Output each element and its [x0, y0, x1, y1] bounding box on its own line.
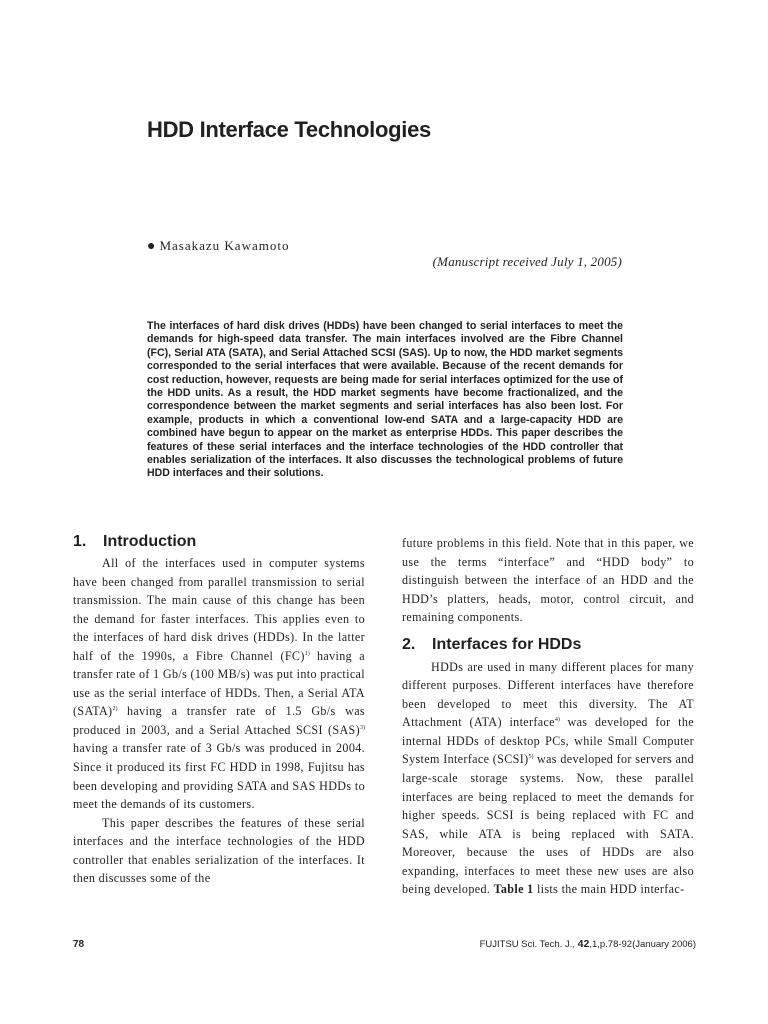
- section-2-paragraph-1: [402, 658, 694, 899]
- reference-1: 1): [304, 650, 310, 657]
- section-2-number: 2.: [402, 635, 416, 653]
- left-column: [73, 530, 365, 888]
- text-run: having a transfer rate of 3 Gb/s was produced in 2004. Since it produced its first FC HDD in 1998, Fujitsu has been developing and providing SATA and SAS HDDs to meet the demands of its customers.: [73, 741, 365, 812]
- journal-issue-pages: ,1,p.78-92(January 2006): [589, 939, 696, 950]
- paper-title: HDD Interface Technologies: [147, 117, 431, 142]
- reference-2: 2): [112, 706, 118, 713]
- abstract: The interfaces of hard disk drives (HDDs) have been changed to serial interfaces to meet the demands for high-speed data transfer. The main interfaces involved are the Fibre Channel (FC), Serial ATA (SATA), and Serial Attached SCSI (SAS). Up to now, the HDD market segments corresponded to the serial interfaces that were available. Because of the recent demands for cost reduction, however, requests are being made for serial interfaces optimized for the use of the HDD units. As a result, the HDD market segments have become fractionalized, and the correspondence between the market segments and serial interfaces has also been lost. For example, products in which a conventional low-end SATA and a large-capacity HDD are combined have begun to appear on the market as enterprise HDDs. This paper describes the features of these serial interfaces and the interface technologies of the HDD controller that enables serialization of the interfaces. It also discusses the technological problems of future HDD interfaces and their solutions.: [147, 320, 623, 480]
- text-run: was developed for the internal HDDs of desktop PCs, while Small Computer System Interface (SCSI): [402, 715, 694, 767]
- section-1-paragraph-2: This paper describes the features of these serial interfaces and the interface technologies of the HDD controller that enables serialization of the interfaces. It then discusses some of the: [73, 815, 365, 886]
- journal-citation: [440, 937, 696, 952]
- reference-3: 3): [360, 724, 365, 731]
- journal-volume: 42: [577, 938, 590, 950]
- author-name: Masakazu Kawamoto: [159, 238, 290, 253]
- text-run: having a transfer rate of 1 Gb/s (100 MB/s) was put into practical use as the serial interface of HDDs. Then, a Serial ATA (SATA): [73, 648, 365, 719]
- right-column: [402, 534, 694, 899]
- section-2-title: Interfaces for HDDs: [432, 635, 582, 653]
- section-1-paragraph-1: [73, 554, 365, 814]
- section-1-title: Introduction: [103, 533, 197, 550]
- text-run: lists the main HDD interfac-: [533, 882, 685, 897]
- reference-5: 5): [528, 754, 534, 761]
- section-1-paragraph-2-continued: future problems in this field. Note that in this paper, we use the terms “interface” and “HDD body” to distinguish between the interface of an HDD and the HDD’s platters, heads, motor, control circuit, and remaining components.: [402, 536, 694, 625]
- text-run: having a transfer rate of 1.5 Gb/s was produced in 2003, and a Serial Attached SCSI (SAS): [73, 704, 365, 737]
- section-2-heading: [402, 633, 694, 657]
- page-number: 78: [73, 939, 85, 950]
- section-1-number: 1.: [73, 533, 87, 550]
- section-1-heading: [73, 530, 365, 554]
- table-1-reference: Table 1: [493, 882, 534, 897]
- journal-name: FUJITSU Sci. Tech. J.,: [479, 939, 578, 950]
- reference-4: 4): [554, 717, 560, 724]
- author-bullet-icon: ●: [147, 239, 156, 254]
- text-run: HDDs are used in many different places for many different purposes. Different interfaces have therefore been developed to meet this diversity. The AT Attachment (ATA) interface: [402, 659, 694, 730]
- text-run: All of the interfaces used in computer systems have been changed from parallel transmission to serial transmission. The main cause of this change has been the demand for faster interfaces. This applies even to the interfaces of hard disk drives (HDDs). In the latter half of the 1990s, a Fibre Channel (FC): [73, 556, 365, 663]
- text-run: was developed for servers and large-scale storage systems. Now, these parallel interfaces are being replaced to meet the demands for higher speeds. SCSI is being replaced with FC and SAS, while ATA is being replaced with SATA. Moreover, because the uses of HDDs are also expanding, interfaces to meet these new uses are also being developed.: [402, 752, 694, 897]
- author-line: [147, 237, 289, 256]
- manuscript-received: (Manuscript received July 1, 2005): [432, 254, 622, 269]
